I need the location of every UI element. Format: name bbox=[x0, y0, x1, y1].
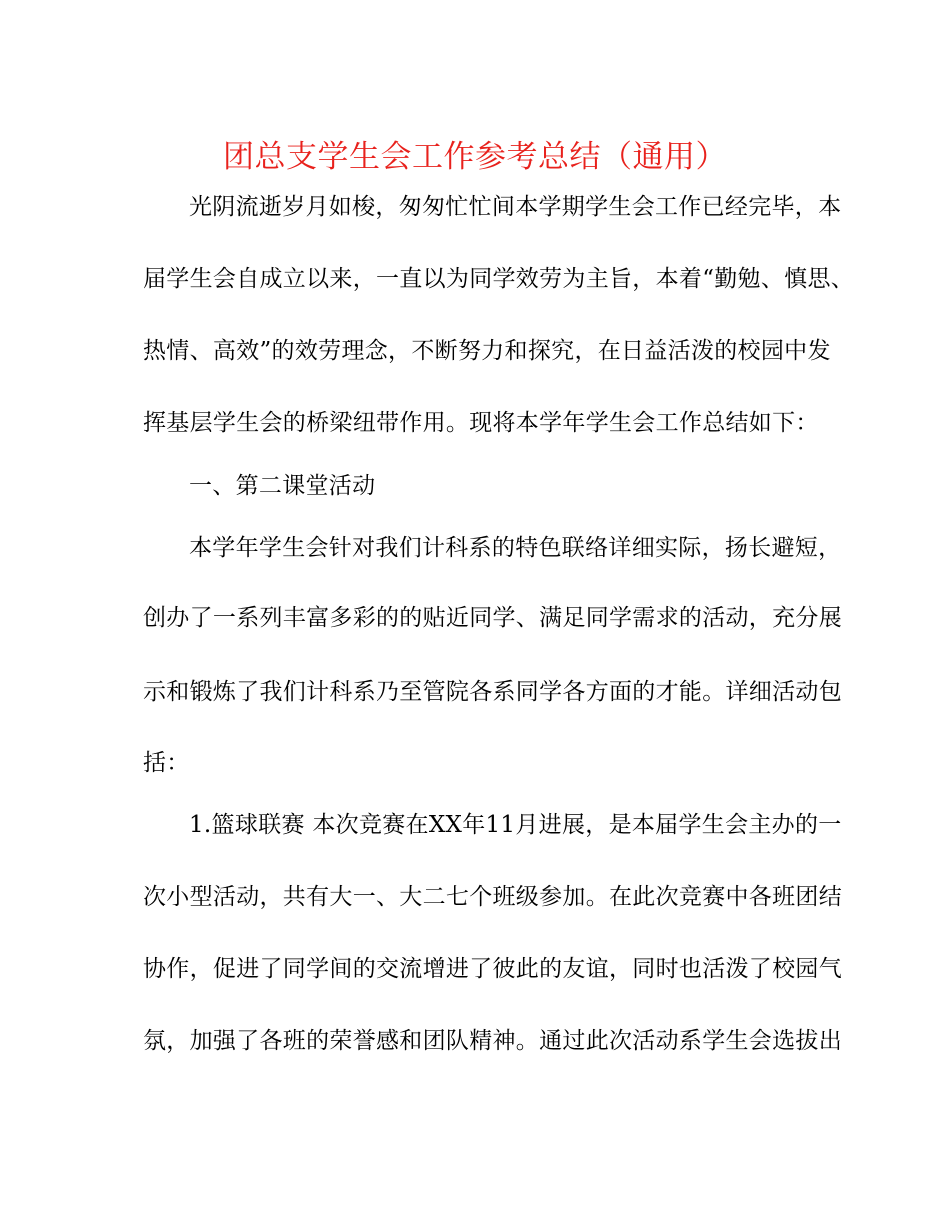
section-heading: 一、第二课堂活动 bbox=[189, 473, 376, 499]
paragraph-line: 挥基层学生会的桥梁纽带作用。现将本学年学生会工作总结如下： bbox=[143, 410, 819, 436]
paragraph-line: 协作，促进了同学间的交流增进了彼此的友谊，同时也活泼了校园气 bbox=[143, 956, 842, 982]
paragraph-line: 氛，加强了各班的荣誉感和团队精神。通过此次活动系学生会选拔出 bbox=[143, 1028, 842, 1054]
paragraph-line: 创办了一系列丰富多彩的的贴近同学、满足同学需求的活动，充分展 bbox=[143, 605, 842, 631]
list-item-line: 1.篮球联赛 本次竞赛在XX年11月进展，是本届学生会主办的一 bbox=[189, 812, 842, 838]
paragraph-line: 届学生会自成立以来，一直以为同学效劳为主旨，本着“勤勉、慎思、 bbox=[143, 266, 855, 292]
paragraph-line: 示和锻炼了我们计科系乃至管院各系同学各方面的才能。详细活动包 bbox=[143, 679, 842, 705]
document-title: 团总支学生会工作参考总结（通用） bbox=[223, 139, 727, 175]
paragraph-line: 次小型活动，共有大一、大二七个班级参加。在此次竞赛中各班团结 bbox=[143, 884, 842, 910]
paragraph-line: 本学年学生会针对我们计科系的特色联络详细实际，扬长避短， bbox=[189, 535, 842, 561]
paragraph-line: 热情、高效”的效劳理念，不断努力和探究，在日益活泼的校园中发 bbox=[143, 338, 831, 364]
paragraph-line: 括： bbox=[143, 750, 190, 776]
paragraph-line: 光阴流逝岁月如梭，匆匆忙忙间本学期学生会工作已经完毕，本 bbox=[189, 194, 842, 220]
